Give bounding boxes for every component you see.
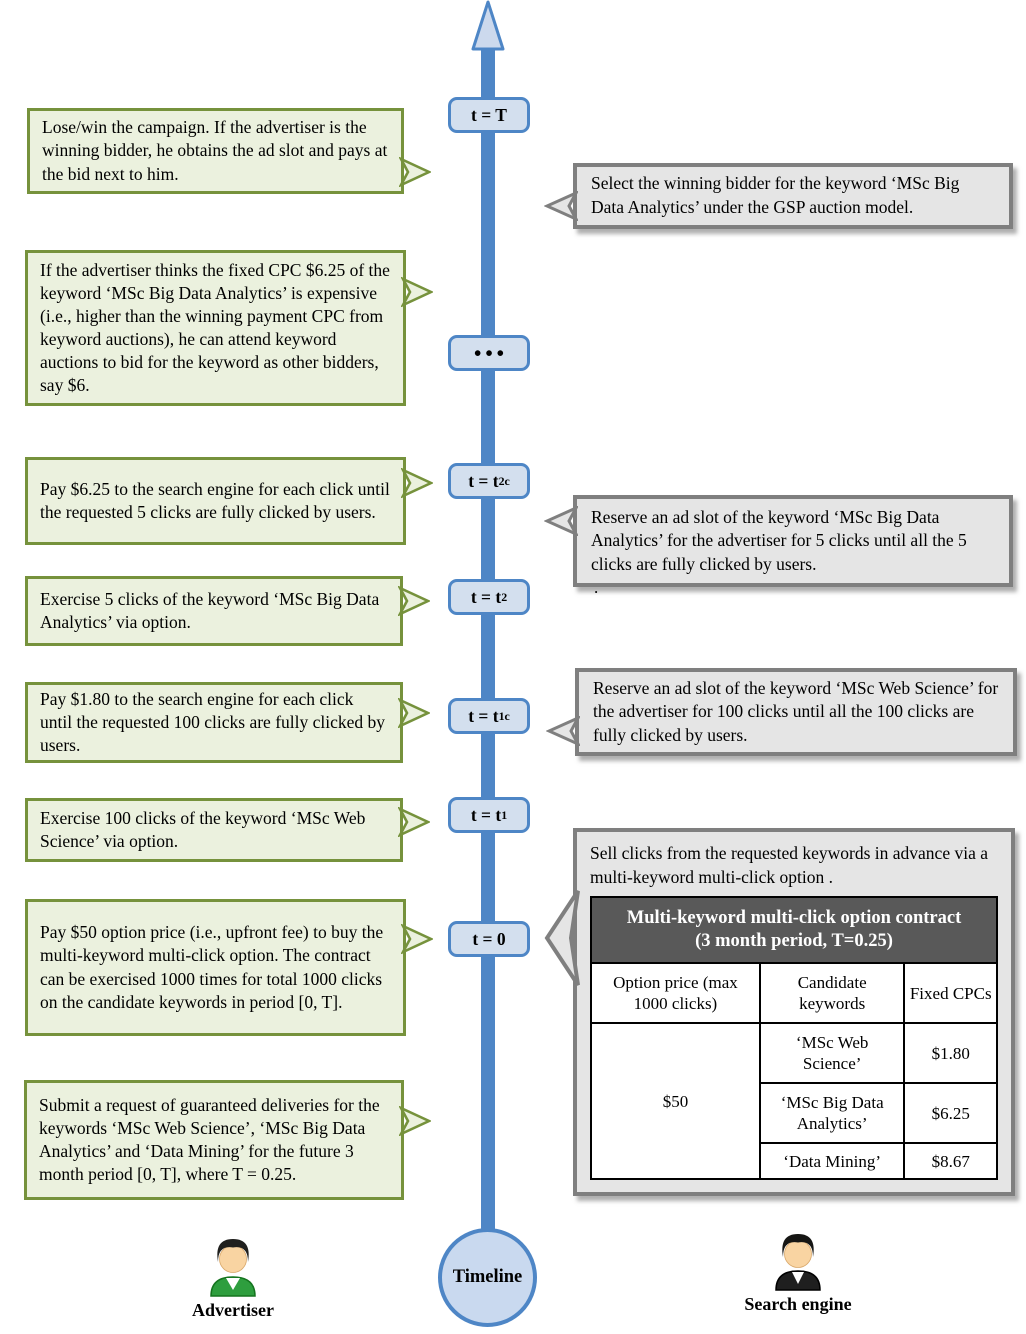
timeline-arrow-icon <box>469 0 507 52</box>
cpc-cell: $1.80 <box>904 1023 997 1083</box>
timeline-node-t1c: t = t 1 c <box>448 698 530 734</box>
node-label: t = t <box>468 470 499 491</box>
callout-tail-right-icon <box>398 698 430 728</box>
callout-tail-right-icon <box>399 157 431 187</box>
timeline-node-t2: t = t 2 <box>448 579 530 615</box>
timeline-line <box>481 44 495 1236</box>
contract-title-line1: Multi-keyword multi-click option contract <box>626 908 962 929</box>
keyword-cell: ‘MSc Big Data Analytics’ <box>760 1083 905 1143</box>
advertiser-callout-attend-auctions: If the advertiser thinks the fixed CPC $6.25 of the keyword ‘MSc Big Data Analytics’ is expensive (i.e., higher than the winning payment CPC from keyword auctions), he can attend keyword auctions to bid for the keyword as other bidders, say $6. <box>25 250 406 406</box>
callout-tail-right-icon <box>401 924 433 954</box>
search-callout-reserve-web-science: Reserve an ad slot of the keyword ‘MSc Web Science’ for the advertiser for 100 clicks until all the 100 clicks are fully clicked by users. <box>575 668 1017 756</box>
contract-title-line2: (3 month period, T=0.25) <box>695 931 893 952</box>
contract-title-row <box>591 897 997 963</box>
node-label: t = t <box>470 586 502 607</box>
timeline-circle-label: Timeline <box>452 1267 523 1287</box>
callout-tail-left-icon <box>544 191 578 221</box>
search-engine-label: Search engine <box>744 1294 852 1314</box>
keyword-cell: ‘Data Mining’ <box>760 1143 905 1179</box>
callout-tail-left-icon <box>544 506 578 536</box>
node-label: t = 0 <box>472 928 506 949</box>
col-header-option-price: Option price (max 1000 clicks) <box>591 963 760 1023</box>
node-label: t = t <box>468 705 499 726</box>
contract-header-row <box>591 963 997 1023</box>
timeline-node-tT <box>448 97 530 133</box>
search-engine-person-icon <box>769 1228 827 1292</box>
advertiser-person-icon <box>204 1232 262 1298</box>
callout-tail-right-icon <box>401 468 433 498</box>
search-callout-select-winner: Select the winning bidder for the keyword ‘MSc Big Data Analytics’ under the GSP auction model. <box>573 163 1013 229</box>
stray-period: . <box>594 578 599 597</box>
advertiser-callout-exercise-100-clicks: Exercise 100 clicks of the keyword ‘MSc Web Science’ via option. <box>25 798 403 862</box>
cpc-cell: $6.25 <box>904 1083 997 1143</box>
option-contract-table <box>590 896 998 1180</box>
callout-tail-right-icon <box>401 277 433 307</box>
search-callout-sell-clicks-offer <box>573 828 1015 1196</box>
advertiser-callout-pay-625: Pay $6.25 to the search engine for each click until the requested 5 clicks are fully clicked by users. <box>25 457 406 545</box>
advertiser-callout-pay-180: Pay $1.80 to the search engine for each click until the requested 100 clicks are fully clicked by users. <box>25 682 403 763</box>
option-price-cell: $50 <box>591 1023 760 1179</box>
node-label: ••• <box>473 340 509 365</box>
col-header-keywords: Candidate keywords <box>760 963 905 1023</box>
advertiser-figure <box>178 1232 288 1321</box>
advertiser-label: Advertiser <box>192 1300 274 1320</box>
callout-tail-right-icon <box>398 807 430 837</box>
table-row <box>591 1023 997 1083</box>
node-label: t = t <box>470 804 502 825</box>
offer-intro-text: Sell clicks from the requested keywords in advance via a multi-keyword multi-click option . <box>590 843 988 887</box>
advertiser-callout-pay-option-price: Pay $50 option price (i.e., upfront fee) to buy the multi-keyword multi-click option. The contract can be exercised 1000 times for total 1000 clicks on the candidate keywords in period [0, T]. <box>25 899 406 1036</box>
advertiser-callout-exercise-5-clicks: Exercise 5 clicks of the keyword ‘MSc Big Data Analytics’ via option. <box>25 576 403 646</box>
col-header-cpcs: Fixed CPCs <box>904 963 997 1023</box>
timeline-node-t2c: t = t 2 c <box>448 463 530 499</box>
search-callout-reserve-big-data: Reserve an ad slot of the keyword ‘MSc Big Data Analytics’ for the advertiser for 5 clicks until all the 5 clicks are fully clicked by users. <box>573 495 1013 587</box>
advertiser-callout-lose-win: Lose/win the campaign. If the advertiser is the winning bidder, he obtains the ad slot and pays at the bid next to him. <box>27 108 404 194</box>
callout-tail-left-icon <box>546 716 580 746</box>
keyword-cell: ‘MSc Web Science’ <box>760 1023 905 1083</box>
timeline-circle <box>438 1228 537 1327</box>
timeline-node-t0 <box>448 921 530 957</box>
timeline-node-ellipsis <box>448 335 530 371</box>
search-engine-figure <box>733 1228 863 1315</box>
node-label: t = T <box>471 104 507 125</box>
advertiser-callout-submit-request: Submit a request of guaranteed deliveries for the keywords ‘MSc Web Science’, ‘MSc Big Data Analytics’ and ‘Data Mining’ for the future 3 month period [0, T], where T = 0.25. <box>24 1080 404 1200</box>
cpc-cell: $8.67 <box>904 1143 997 1179</box>
callout-tail-left-icon <box>543 888 580 988</box>
timeline-node-t1: t = t 1 <box>448 797 530 833</box>
callout-tail-right-icon <box>398 586 430 616</box>
callout-tail-right-icon <box>399 1106 431 1136</box>
